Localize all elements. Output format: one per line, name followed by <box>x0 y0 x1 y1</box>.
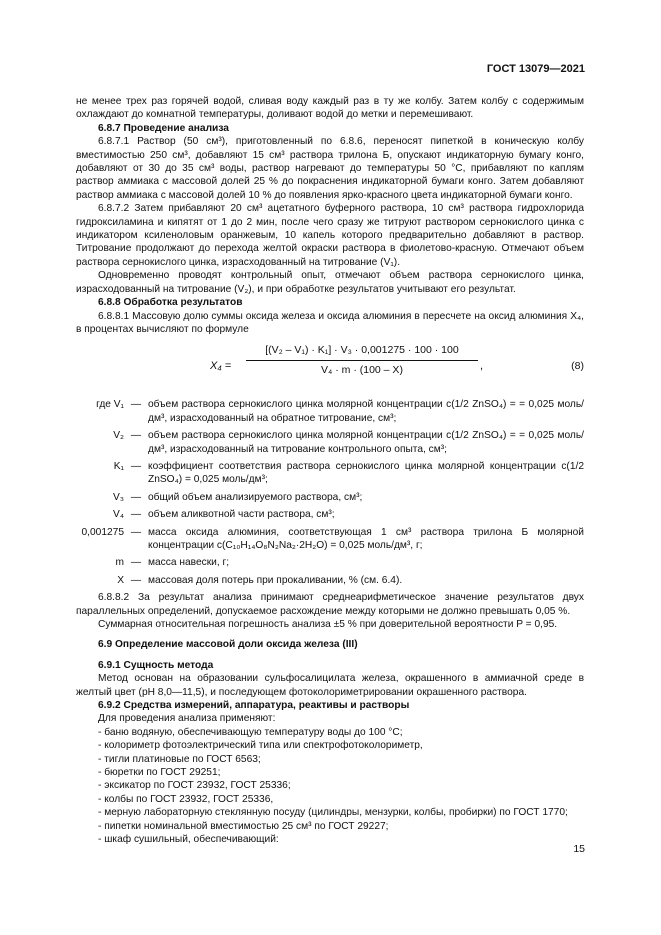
definition-symbol: V₂ <box>113 430 124 442</box>
paragraph-control-test: Одновременно проводят контрольный опыт, отмечают объем раствора сернокислого цинка, израсходованный на титрование (V₂), и при обработке результатов учитывают его результат. <box>76 270 584 295</box>
definition-text: объем аликвотной части раствора, см³; <box>148 509 335 521</box>
definition-dash: — <box>130 509 142 521</box>
paragraph-6-8-8-1: 6.8.8.1 Массовую долю суммы оксида железа и оксида алюминия в пересчете на оксид алюминия X₄, в процентах вычисляют по формуле <box>76 310 584 335</box>
formula-8 <box>76 342 584 394</box>
paragraph-intro: не менее трех раз горячей водой, сливая воду каждый раз в ту же колбу. Затем колбу с содержимым охлаждают до комнатной температуры, доливают водой до метки и перемешивают. <box>76 96 584 121</box>
list-item: - эксикатор по ГОСТ 23932, ГОСТ 25336; <box>98 780 291 792</box>
definition-row <box>76 460 584 487</box>
definition-row <box>76 574 584 587</box>
definition-symbol: V₃ <box>113 491 124 503</box>
section-6-9-1-title: 6.9.1 Сущность метода <box>98 659 214 671</box>
definition-text: коэффициент соответствия раствора сернокислого цинка молярной концентрации c(1/2 ZnSO₄) = 0,025 моль/дм³; <box>148 460 584 486</box>
definition-text: масса оксида алюминия, соответствующая 1 см³ раствора трилона Б молярной концентрации c(C₁₀H₁₄O₈N₂Na₂·2H₂O) = 0,025 моль/дм³, г; <box>148 526 584 551</box>
definition-row <box>76 508 584 521</box>
definition-symbol: K₁ <box>113 460 124 472</box>
formula-lhs: X₄ = <box>210 360 232 373</box>
list-item: - пипетки номинальной вместимостью 25 см³ по ГОСТ 29227; <box>98 820 389 832</box>
definition-dash: — <box>130 460 142 472</box>
formula-number: (8) <box>571 360 584 373</box>
section-6-8-7-title: 6.8.7 Проведение анализа <box>98 122 229 134</box>
definition-symbol: X <box>117 574 124 586</box>
definition-symbol: 0,001275 <box>81 526 124 538</box>
formula-comma: , <box>480 360 484 373</box>
paragraph-6-8-7-2: 6.8.7.2 Затем прибавляют 20 см³ ацетатного буферного раствора, 10 см³ раствора гидрохлорида гидроксиламина и кипятят от 1 до 2 мин, после чего сразу же титруют раствором сернокислого цинка с индикатором ксиленоловым оранжевым, 10 капель которого предварительно добавляют в раствор. Титрование продолжают до перехода желтой окраски раствора в фиолетово-красную. Отмечают объем раствора сернокислого цинка, израсходованный на титрование (V₁). <box>76 203 584 268</box>
definition-row <box>76 556 584 569</box>
document-body <box>76 95 584 847</box>
definition-row <box>76 526 584 553</box>
definition-dash: — <box>130 491 142 503</box>
definition-dash: — <box>130 526 142 538</box>
definition-text: масса навески, г; <box>148 557 230 569</box>
list-item: - баню водяную, обеспечивающую температуру воды до 100 °С; <box>98 726 403 738</box>
definition-dash: — <box>130 574 142 586</box>
definition-dash: — <box>130 399 142 411</box>
formula-numerator: [(V₂ – V₁) · K₁] · V₃ · 0,001275 · 100 · 100 <box>246 344 478 360</box>
definition-row <box>76 398 584 425</box>
definition-dash: — <box>130 557 142 569</box>
definition-symbol: m <box>115 557 124 569</box>
definition-text: объем раствора сернокислого цинка молярной концентрации c(1/2 ZnSO₄) = = 0,025 моль/дм³, израсходованный на обратное титрование, см³; <box>148 399 584 424</box>
formula-denominator: V₄ · m · (100 – X) <box>321 363 403 376</box>
definition-dash: — <box>130 430 142 442</box>
list-item: - тигли платиновые по ГОСТ 6563; <box>98 753 261 765</box>
definition-row <box>76 491 584 504</box>
definition-symbol: где V₁ <box>96 399 124 411</box>
definition-symbol: V₄ <box>113 509 124 521</box>
formula-fraction <box>246 344 478 377</box>
paragraph-6-8-8-2: 6.8.8.2 За результат анализа принимают среднеарифметическое значение результатов двух параллельных определений, допускаемое расхождение между которыми не должно превышать 0,05 %. <box>76 592 584 617</box>
equipment-list <box>76 726 584 847</box>
definition-text: массовая доля потерь при прокаливании, % (см. 6.4). <box>148 574 403 586</box>
list-item: - мерную лабораторную стеклянную посуду (цилиндры, мензурки, колбы, пробирки) по ГОСТ 1770; <box>98 807 568 819</box>
page-number: 15 <box>573 843 585 855</box>
section-6-9-2-title: 6.9.2 Средства измерений, аппаратура, реактивы и растворы <box>98 700 410 712</box>
definition-text: общий объем анализируемого раствора, см³; <box>148 491 363 503</box>
list-item: - шкаф сушильный, обеспечивающий: <box>98 834 279 846</box>
paragraph-error: Суммарная относительная погрешность анализа ±5 % при доверительной вероятности P = 0,95. <box>98 619 558 630</box>
standard-header: ГОСТ 13079—2021 <box>486 63 585 75</box>
section-6-8-8-title: 6.8.8 Обработка результатов <box>98 297 243 309</box>
list-item: - колбы по ГОСТ 23932, ГОСТ 25336, <box>98 793 274 805</box>
section-6-9-title: 6.9 Определение массовой доли оксида железа (III) <box>98 639 358 651</box>
definition-text: объем раствора сернокислого цинка молярной концентрации c(1/2 ZnSO₄) = = 0,025 моль/дм³, израсходованный на титрование контрольного опыта, см³; <box>148 430 584 455</box>
paragraph-6-9-2-intro: Для проведения анализа применяют: <box>98 713 276 725</box>
list-item: - бюретки по ГОСТ 29251; <box>98 767 221 779</box>
paragraph-6-8-7-1: 6.8.7.1 Раствор (50 см³), приготовленный по 6.8.6, переносят пипеткой в коническую колбу вместимостью 250 см³, добавляют 15 см³ раствора трилона Б, опускают индикаторную бумагу конго, добавляют от 30 до 35 см³ воды, раствор нагревают до температуры 50 °С, прибавляют по каплям раствор аммиака с массовой долей 25 % до покраснения индикаторной бумаги конго. Затем добавляют раствор аммиака с массовой долей 10 % до появления ярко-красного цвета индикаторной бумаги конго. <box>76 136 584 201</box>
list-item: - колориметр фотоэлектрический типа или спектрофотоколориметр, <box>98 740 423 752</box>
variable-definitions <box>76 398 584 587</box>
paragraph-6-9-1: Метод основан на образовании сульфосалицилата железа, окрашенного в аммиачной среде в желтый цвет (pH 8,0—11,5), и последующем фотоколориметрировании окрашенного раствора. <box>76 673 584 698</box>
definition-row <box>76 429 584 456</box>
